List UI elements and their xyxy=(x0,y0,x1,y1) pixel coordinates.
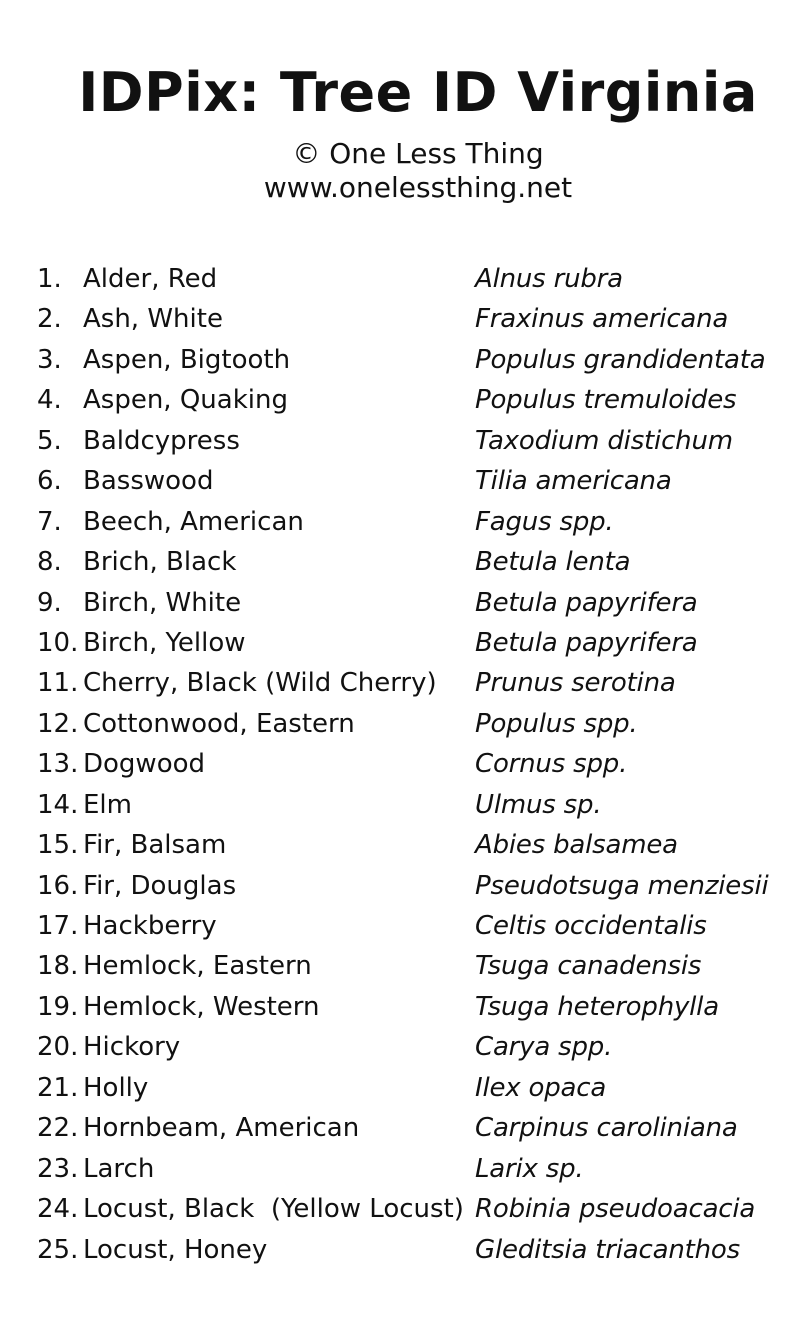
tree-list-item xyxy=(0,583,800,623)
tree-list-item xyxy=(0,542,800,582)
tree-list-item xyxy=(0,340,800,380)
tree-list-item xyxy=(0,1149,800,1189)
item-number: 15. xyxy=(37,830,79,861)
item-number: 1. xyxy=(37,264,62,294)
common-name: Hackberry xyxy=(83,911,217,941)
scientific-name: Populus grandidentata xyxy=(475,344,766,375)
item-number: 17. xyxy=(37,911,79,941)
common-name: Birch, Yellow xyxy=(83,627,246,658)
item-number: 7. xyxy=(37,506,62,537)
common-name: Aspen, Bigtooth xyxy=(83,344,291,375)
common-name: Elm xyxy=(83,789,132,820)
scientific-name: Fagus spp. xyxy=(475,506,614,537)
common-name: Hickory xyxy=(83,1032,181,1063)
scientific-name: Betula papyrifera xyxy=(475,627,698,658)
tree-list-item xyxy=(0,380,800,420)
tree-list-item xyxy=(0,1230,800,1270)
scientific-name: Robinia pseudoacacia xyxy=(475,1194,756,1225)
item-number: 19. xyxy=(37,991,79,1022)
tree-list-item xyxy=(0,461,800,501)
item-number: 2. xyxy=(37,304,62,335)
scientific-name: Ilex opaca xyxy=(475,1072,607,1103)
item-number: 22. xyxy=(37,1113,79,1144)
tree-list-item xyxy=(0,1068,800,1108)
scientific-name: Fraxinus americana xyxy=(475,304,729,335)
tree-list-item xyxy=(0,299,800,339)
item-number: 8. xyxy=(37,547,62,578)
scientific-name: Cornus spp. xyxy=(475,749,628,780)
item-number: 6. xyxy=(37,466,62,497)
scientific-name: Prunus serotina xyxy=(475,668,676,699)
item-number: 13. xyxy=(37,749,79,780)
scientific-name: Betula lenta xyxy=(475,547,631,578)
scientific-name: Carpinus caroliniana xyxy=(475,1113,738,1144)
item-number: 25. xyxy=(37,1234,79,1265)
common-name: Alder, Red xyxy=(83,264,218,294)
tree-list-item xyxy=(0,785,800,825)
scientific-name: Gleditsia triacanthos xyxy=(475,1234,740,1265)
common-name: Baldcypress xyxy=(83,425,240,456)
scientific-name: Taxodium distichum xyxy=(475,425,733,456)
scientific-name: Pseudotsuga menziesii xyxy=(475,870,769,901)
common-name: Birch, White xyxy=(83,587,242,618)
common-name: Brich, Black xyxy=(83,547,237,578)
common-name: Fir, Balsam xyxy=(83,830,227,861)
item-number: 4. xyxy=(37,385,62,416)
page-title: IDPix: Tree ID Virginia xyxy=(78,61,758,124)
item-number: 16. xyxy=(37,870,79,901)
scientific-name: Celtis occidentalis xyxy=(475,911,707,941)
scientific-name: Tilia americana xyxy=(475,466,672,497)
common-name: Hemlock, Western xyxy=(83,991,320,1022)
tree-list-item xyxy=(0,421,800,461)
item-number: 21. xyxy=(37,1072,79,1103)
tree-list-item xyxy=(0,825,800,865)
tree-list-item xyxy=(0,866,800,906)
common-name: Locust, Black (Yellow Locust) xyxy=(83,1194,464,1225)
common-name: Larch xyxy=(83,1153,155,1184)
common-name: Ash, White xyxy=(83,304,223,335)
scientific-name: Populus spp. xyxy=(475,708,638,739)
scientific-name: Tsuga canadensis xyxy=(475,951,702,982)
common-name: Beech, American xyxy=(83,506,304,537)
scientific-name: Tsuga heterophylla xyxy=(475,991,719,1022)
tree-list-item xyxy=(0,502,800,542)
item-number: 11. xyxy=(37,668,79,699)
item-number: 10. xyxy=(37,627,79,658)
common-name: Hemlock, Eastern xyxy=(83,951,312,982)
scientific-name: Abies balsamea xyxy=(475,830,678,861)
item-number: 3. xyxy=(37,344,62,375)
tree-list-item xyxy=(0,704,800,744)
item-number: 12. xyxy=(37,708,79,739)
common-name: Dogwood xyxy=(83,749,206,780)
tree-list-item xyxy=(0,946,800,986)
item-number: 14. xyxy=(37,789,79,820)
tree-list-item xyxy=(0,1108,800,1148)
common-name: Locust, Honey xyxy=(83,1234,268,1265)
item-number: 5. xyxy=(37,425,62,456)
common-name: Cherry, Black (Wild Cherry) xyxy=(83,668,437,699)
scientific-name: Carya spp. xyxy=(475,1032,613,1063)
common-name: Cottonwood, Eastern xyxy=(83,708,355,739)
common-name: Aspen, Quaking xyxy=(83,385,288,416)
item-number: 24. xyxy=(37,1194,79,1225)
item-number: 20. xyxy=(37,1032,79,1063)
item-number: 18. xyxy=(37,951,79,982)
common-name: Holly xyxy=(83,1072,149,1103)
website-url: www.onelessthing.net xyxy=(263,171,573,204)
tree-list-item xyxy=(0,987,800,1027)
tree-list-item xyxy=(0,259,800,299)
scientific-name: Larix sp. xyxy=(475,1153,584,1184)
scientific-name: Ulmus sp. xyxy=(475,789,602,820)
common-name: Hornbeam, American xyxy=(83,1113,360,1144)
tree-list xyxy=(0,259,800,1270)
tree-list-item xyxy=(0,1189,800,1229)
common-name: Basswood xyxy=(83,466,214,497)
tree-list-item xyxy=(0,623,800,663)
tree-list-item xyxy=(0,1027,800,1067)
scientific-name: Alnus rubra xyxy=(475,264,623,294)
common-name: Fir, Douglas xyxy=(83,870,237,901)
scientific-name: Betula papyrifera xyxy=(475,587,698,618)
tree-list-item xyxy=(0,744,800,784)
item-number: 9. xyxy=(37,587,62,618)
scientific-name: Populus tremuloides xyxy=(475,385,737,416)
tree-list-item xyxy=(0,663,800,703)
tree-list-item xyxy=(0,906,800,946)
item-number: 23. xyxy=(37,1153,79,1184)
copyright-line: © One Less Thing xyxy=(292,137,544,170)
